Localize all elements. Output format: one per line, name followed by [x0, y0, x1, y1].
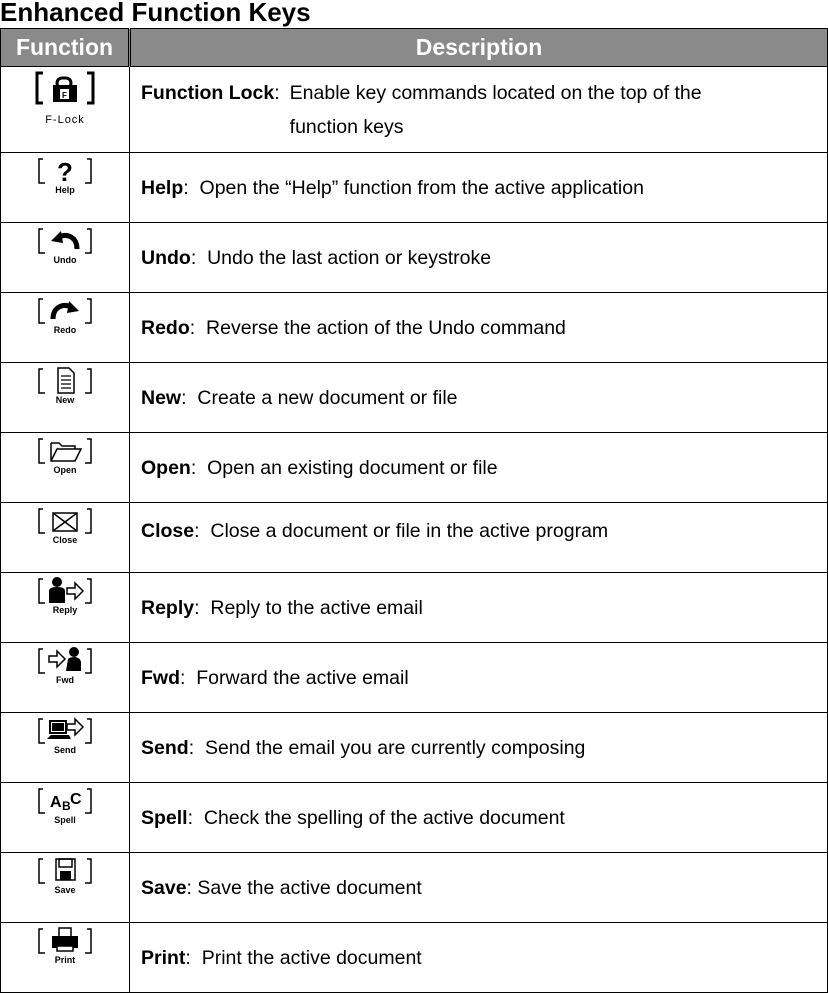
help-icon [37, 155, 93, 199]
function-description: Reply to the active email [210, 596, 423, 619]
key-label: Spell [54, 815, 76, 825]
function-description: Enable key commands located on the top of the function keys [289, 81, 702, 138]
function-name: Save [141, 876, 187, 899]
key-label: F-Lock [45, 114, 85, 126]
function-description: Undo the last action or keystroke [207, 246, 492, 269]
function-description: Reverse the action of the Undo command [206, 316, 566, 339]
spell-icon [37, 785, 93, 829]
key-label: Print [54, 955, 76, 965]
table-row: F F-Lock Function Lock: Enable key commands located on the top of the function keys [1, 67, 828, 153]
svg-text:C: C [70, 791, 82, 808]
key-label: Help [55, 185, 75, 195]
table-row: Undo Undo: Undo the last action or keystroke [1, 223, 828, 293]
redo-icon [37, 295, 93, 339]
open-icon [37, 435, 93, 479]
function-description: Close a document or file in the active program [210, 520, 609, 542]
function-name: Spell [141, 806, 188, 829]
function-name: Function Lock [141, 81, 275, 104]
function-name: Undo [141, 246, 191, 269]
function-description: Forward the active email [196, 666, 409, 689]
table-row: Reply Reply: Reply to the active email [1, 573, 828, 643]
key-label: Reply [52, 605, 78, 615]
header-function: Function [1, 29, 130, 67]
function-description: Create a new document or file [197, 386, 458, 409]
key-label: Send [53, 745, 76, 755]
function-description: Open an existing document or file [207, 456, 498, 479]
function-name: Send [141, 736, 189, 759]
svg-text:?: ? [57, 157, 73, 185]
key-label: Redo [53, 325, 77, 335]
new-icon [37, 365, 93, 409]
close-icon [37, 505, 93, 549]
function-name: New [141, 386, 182, 409]
function-description: Open the “Help” function from the active application [199, 176, 644, 199]
key-label: Save [54, 885, 76, 895]
undo-icon [37, 225, 93, 269]
table-row: Close Close: Close a document or file in the active program [1, 503, 828, 573]
table-row: ? Help Help: Open the “Help” function from the active application [1, 153, 828, 223]
function-description: Print the active document [201, 946, 422, 969]
function-name: Reply [141, 596, 195, 619]
svg-text:F: F [62, 91, 67, 100]
table-row: Redo Redo: Reverse the action of the Undo command [1, 293, 828, 363]
table-row: New New: Create a new document or file [1, 363, 828, 433]
forward-icon [37, 645, 93, 689]
key-label: Open [53, 465, 77, 475]
function-description: Send the email you are currently composing [204, 736, 586, 759]
table-row: A B C Spell Spell: Check the spelling of the active document [1, 783, 828, 853]
function-description: Check the spelling of the active document [203, 806, 565, 829]
key-label: Close [52, 535, 78, 545]
function-name: Redo [141, 316, 190, 339]
save-icon [37, 855, 93, 899]
function-name: Open [141, 456, 191, 479]
table-row: Send Send: Send the email you are currently composing [1, 713, 828, 783]
svg-text:A: A [50, 794, 62, 811]
key-label: New [55, 395, 75, 405]
function-keys-table [0, 28, 828, 993]
table-row: Open Open: Open an existing document or file [1, 433, 828, 503]
f-lock-icon [35, 69, 95, 129]
function-description: Save the active document [197, 876, 422, 899]
table-row: Print Print: Print the active document [1, 923, 828, 993]
function-name: Print [141, 946, 186, 969]
function-name: Fwd [141, 666, 180, 689]
key-label: Undo [53, 255, 77, 265]
send-icon [37, 715, 93, 759]
print-icon [37, 925, 93, 969]
table-row: Fwd Fwd: Forward the active email [1, 643, 828, 713]
svg-text:B: B [62, 799, 71, 813]
function-name: Close [141, 520, 195, 542]
key-label: Fwd [56, 675, 74, 685]
header-description: Description [130, 29, 828, 67]
reply-icon [37, 575, 93, 619]
table-row: Save Save: Save the active document [1, 853, 828, 923]
table-header-row [1, 29, 828, 67]
function-name: Help [141, 176, 184, 199]
page-title: Enhanced Function Keys [0, 0, 311, 27]
